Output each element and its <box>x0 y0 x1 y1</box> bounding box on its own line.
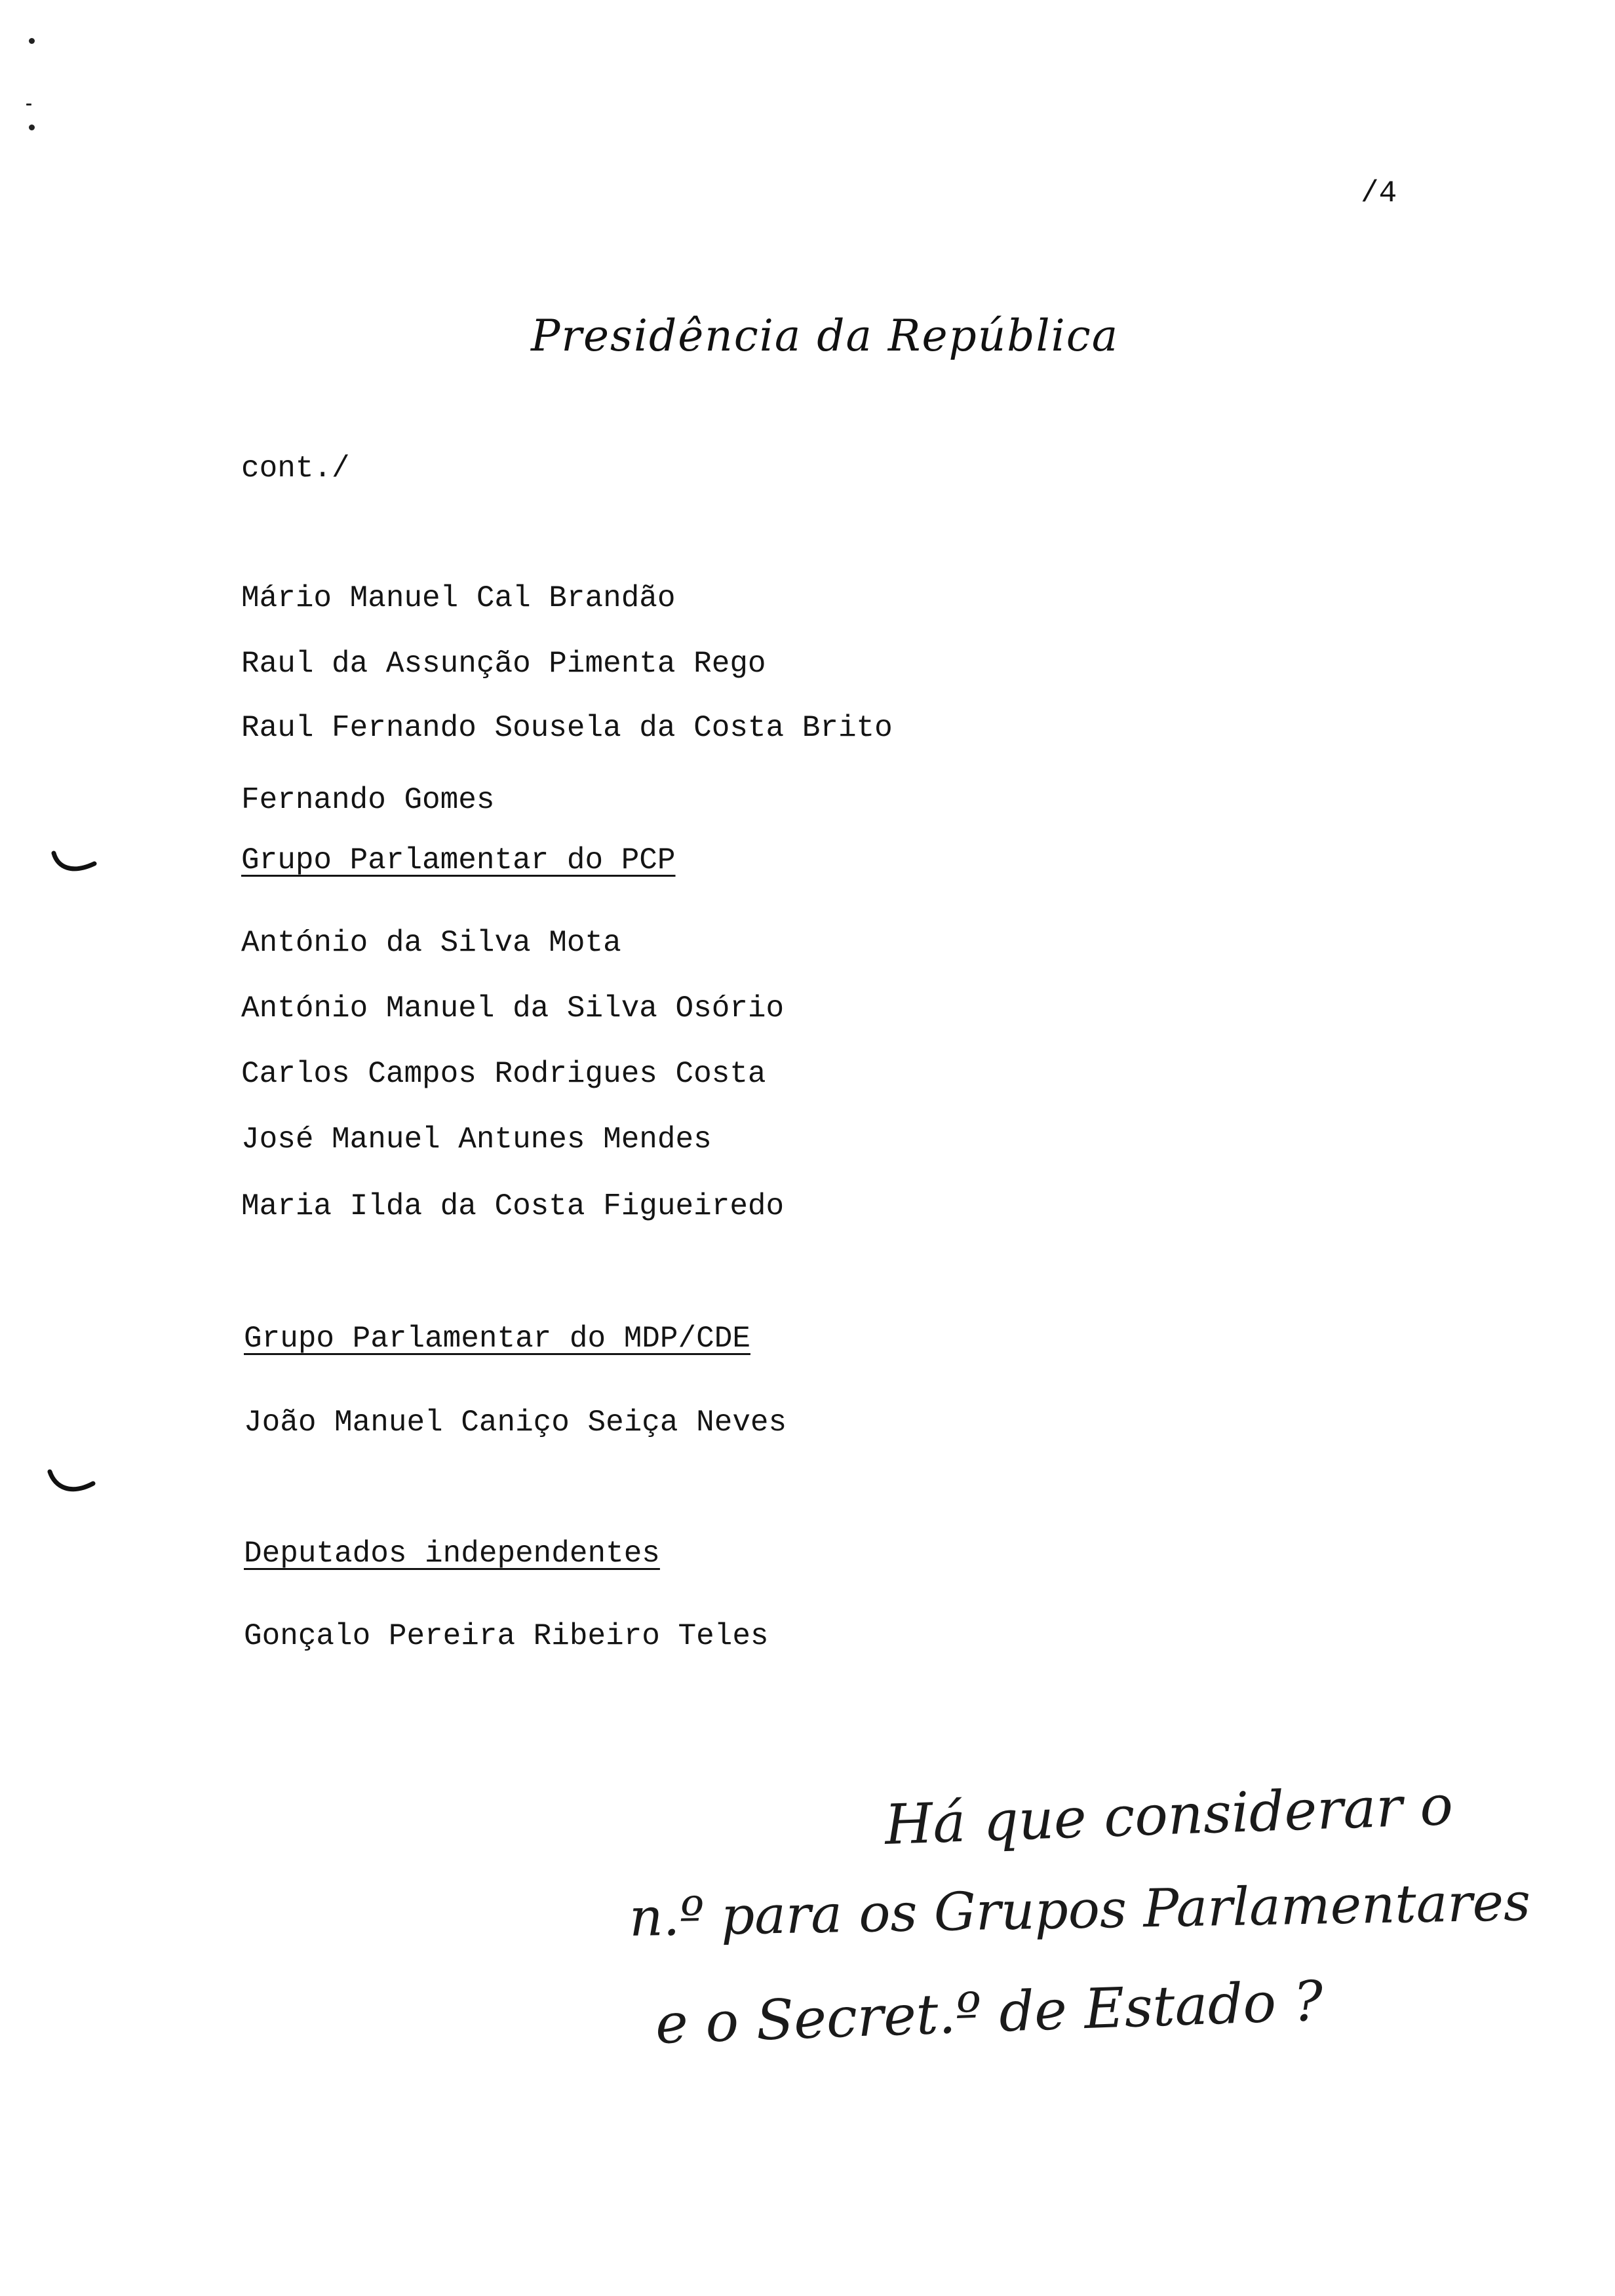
section-heading-independents: Deputados independentes <box>244 1537 660 1571</box>
list-item: Fernando Gomes <box>241 783 495 817</box>
page-number: /4 <box>1361 176 1397 210</box>
letterhead: Presidência da República <box>531 311 1119 361</box>
scan-speck <box>29 124 35 130</box>
list-item: Carlos Campos Rodrigues Costa <box>241 1057 766 1091</box>
handwritten-note-line: n.º para os Grupos Parlamentares <box>629 1871 1531 1948</box>
list-item: Mário Manuel Cal Brandão <box>241 581 676 615</box>
list-item: Raul da Assunção Pimenta Rego <box>241 647 766 681</box>
list-item: Gonçalo Pereira Ribeiro Teles <box>244 1619 769 1653</box>
section-heading-pcp: Grupo Parlamentar do PCP <box>241 843 676 877</box>
check-mark-icon <box>47 1468 96 1498</box>
handwritten-note-line: Há que considerar o <box>884 1772 1454 1857</box>
list-item: Raul Fernando Sousela da Costa Brito <box>241 711 893 745</box>
list-item: João Manuel Caniço Seiça Neves <box>244 1406 787 1440</box>
list-item: José Manuel Antunes Mendes <box>241 1122 712 1157</box>
check-mark-icon <box>51 849 97 875</box>
scan-speck <box>29 38 35 44</box>
list-item: António da Silva Mota <box>241 926 621 960</box>
scan-speck <box>26 104 31 105</box>
section-heading-mdp: Grupo Parlamentar do MDP/CDE <box>244 1322 750 1356</box>
continuation-label: cont./ <box>241 451 350 486</box>
list-item: Maria Ilda da Costa Figueiredo <box>241 1189 785 1223</box>
handwritten-note-line: e o Secret.º de Estado ? <box>654 1968 1325 2056</box>
list-item: António Manuel da Silva Osório <box>241 991 785 1025</box>
